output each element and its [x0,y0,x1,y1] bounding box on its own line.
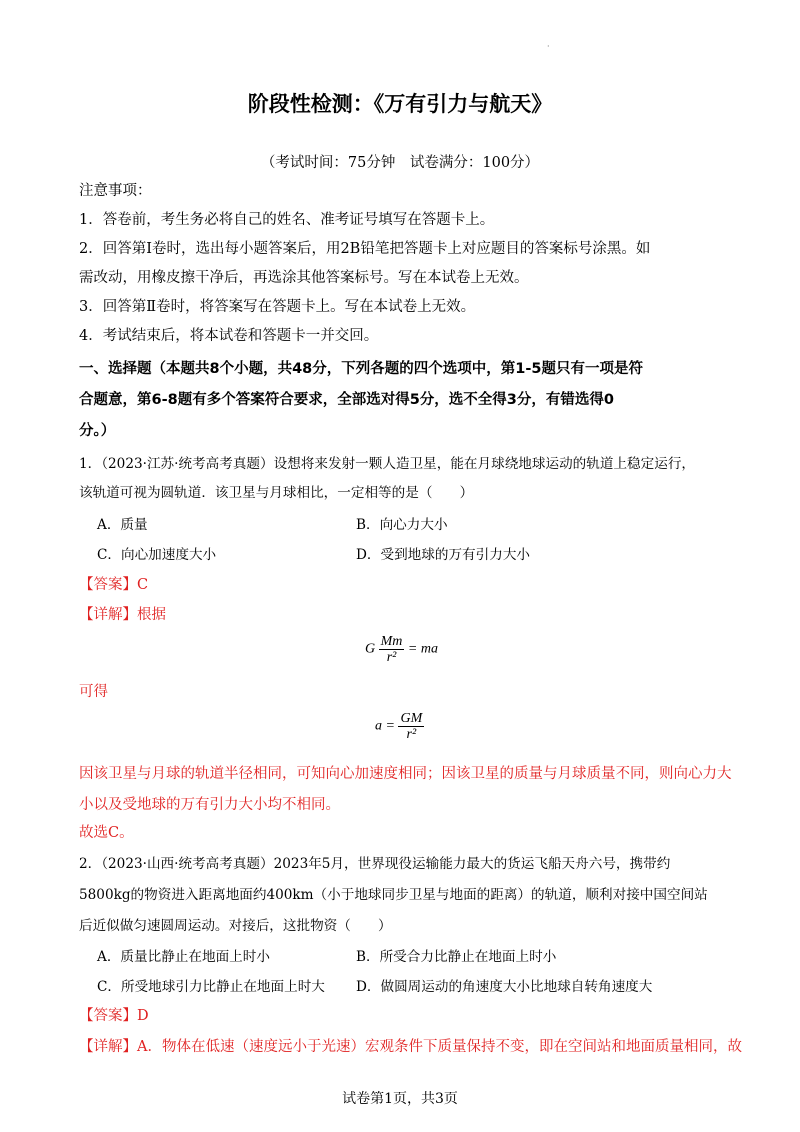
q1-option-c: C．向心加速度大小 [97,547,217,563]
note-item-2-line-1: 2．回答第Ⅰ卷时，选出每小题答案后，用2B铅笔把答题卡上对应题目的答案标号涂黑。如 [79,241,651,257]
eq-g: G [365,641,376,657]
eq-numerator: GM [400,711,423,726]
page-title: 阶段性检测：《万有引力与航天》 [247,92,553,116]
eq-fraction [398,711,424,742]
eq-rhs: = ma [407,641,438,657]
q1-stem-line-1: 1．（2023·江苏·统考高考真题）设想将来发射一颗人造卫星，能在月球绕地球运动的轨道上稳定运行， [79,456,696,472]
eq-lhs: a = [375,718,395,734]
q2-answer [79,1005,149,1027]
eq-numerator: Mm [380,634,403,649]
q2-stem-line-2: 5800kg的物资进入距离地面约400km（小于地球同步卫星与地面的距离）的轨道，顺利对接中国空间站 [79,887,708,903]
q1-answer [79,574,148,596]
exam-info: （考试时间：75分钟 试卷满分：100分） [260,155,540,171]
q1-option-d: D．受到地球的万有引力大小 [356,547,531,563]
notes-heading: 注意事项： [79,183,152,199]
q1-detail [79,604,166,626]
q1-keyi: 可得 [79,684,108,700]
q2-detail [79,1036,742,1058]
q1-explanation-line-1: 因该卫星与月球的轨道半径相同，可知向心加速度相同；因该卫星的质量与月球质量不同，则向心力大 [79,766,732,782]
q2-option-c: C．所受地球引力比静止在地面上时大 [97,979,325,995]
q1-explanation-line-2: 小以及受地球的万有引力大小均不相同。 [79,797,340,813]
q1-stem-line-2: 该轨道可视为圆轨道．该卫星与月球相比，一定相等的是（ ） [79,485,474,501]
detail-tag: 【详解】 [79,607,137,623]
detail-tag: 【详解】 [79,1039,137,1055]
note-item-3: 3．回答第Ⅱ卷时，将答案写在答题卡上。写在本试卷上无效。 [79,299,476,315]
header-mark: · [547,42,550,51]
q1-conclusion: 故选C。 [79,825,134,841]
q2-stem-line-1: 2．（2023·山西·统考高考真题）2023年5月，世界现役运输能力最大的货运飞船天舟六号，携带约 [79,856,671,872]
equation-gravity [365,634,438,665]
eq-fraction [379,634,405,665]
note-item-1: 1．答卷前，考生务必将自己的姓名、准考证号填写在答题卡上。 [79,212,495,228]
page-footer: 试卷第1页，共3页 [342,1091,458,1107]
answer-tag: 【答案】 [79,1008,137,1024]
q2-stem-line-3: 后近似做匀速圆周运动。对接后，这批物资（ ） [79,918,392,934]
note-item-4: 4．考试结束后，将本试卷和答题卡一并交回。 [79,328,379,344]
q1-option-a: A．质量 [97,517,148,533]
q2-option-b: B．所受合力比静止在地面上时小 [356,949,557,965]
section-heading-line-3: 分。） [79,423,116,439]
section-heading-line-1: 一、选择题（本题共8个小题，共48分，下列各题的四个选项中，第1-5题只有一项是符 [79,361,643,377]
equation-acceleration [375,711,424,742]
note-item-2-line-2: 需改动，用橡皮擦干净后，再选涂其他答案标号。写在本试卷上无效。 [79,270,529,286]
detail-intro: 根据 [137,607,166,623]
eq-denominator: r² [386,650,397,665]
q1-option-b: B．向心力大小 [356,517,448,533]
answer-tag: 【答案】 [79,577,137,593]
answer-value: D [137,1008,149,1024]
q2-option-d: D．做圆周运动的角速度大小比地球自转角速度大 [356,979,653,995]
eq-denominator: r² [406,727,417,742]
section-heading-line-2: 合题意，第6-8题有多个答案符合要求，全部选对得5分，选不全得3分，有错选得0 [79,392,614,408]
detail-line-1: A．物体在低速（速度远小于光速）宏观条件下质量保持不变，即在空间站和地面质量相同，故 [137,1039,742,1055]
q2-option-a: A．质量比静止在地面上时小 [97,949,270,965]
answer-value: C [137,577,149,593]
